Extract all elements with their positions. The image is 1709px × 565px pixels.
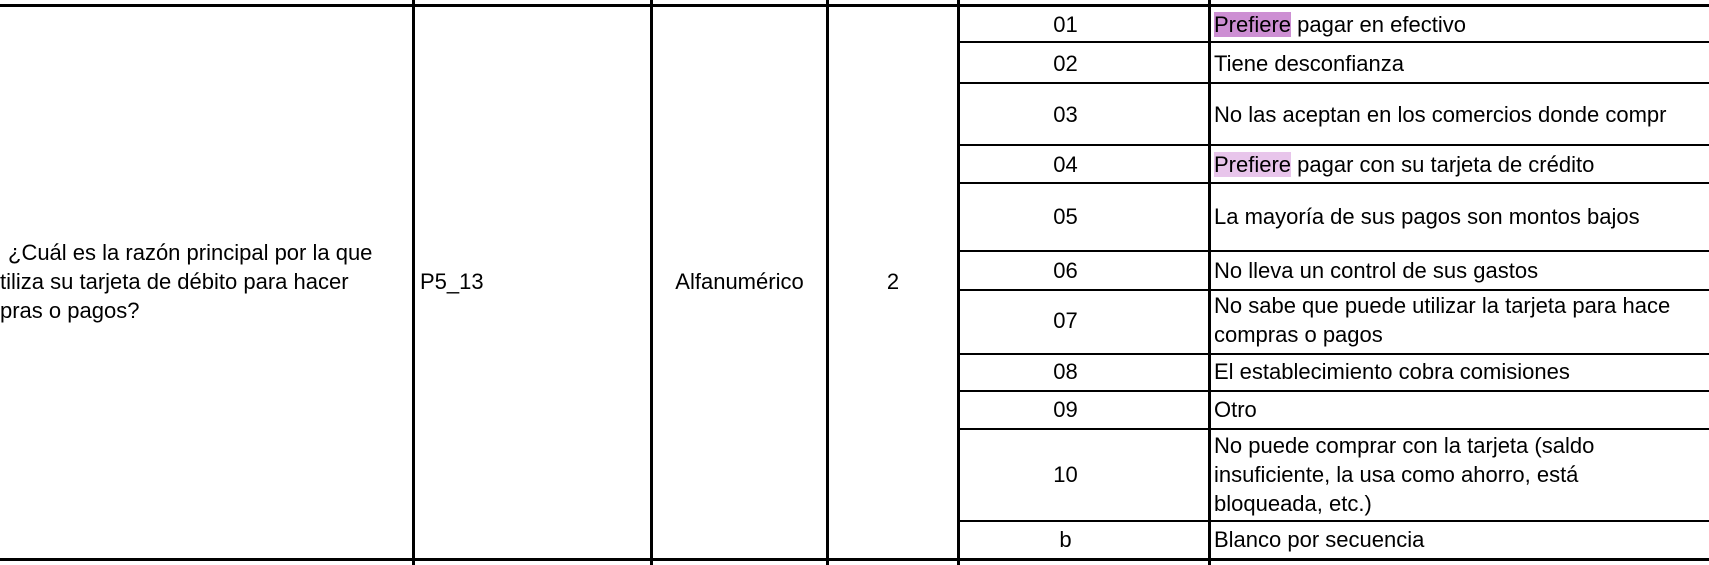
option-description: No las aceptan en los comercios donde compr — [1214, 102, 1667, 127]
option-text: pagar con su tarjeta de crédito — [1291, 152, 1595, 177]
option-code: 09 — [1053, 397, 1078, 422]
row-separator — [959, 41, 1709, 43]
option-code: 06 — [1053, 258, 1078, 283]
option-text-line: No sabe que puede utilizar la tarjeta para hace — [1214, 293, 1671, 318]
option-code: b — [1059, 527, 1072, 552]
option-description: Otro — [1214, 397, 1257, 422]
table-bottom-border — [0, 558, 1709, 561]
option-code: 05 — [1053, 204, 1078, 229]
option-description: El establecimiento cobra comisiones — [1214, 359, 1570, 384]
row-separator — [959, 250, 1709, 252]
option-description: La mayoría de sus pagos son montos bajos — [1214, 204, 1640, 229]
option-code: 07 — [1053, 308, 1078, 333]
option-code: 03 — [1053, 102, 1078, 127]
option-description — [1214, 150, 1709, 179]
option-text-line: compras o pagos — [1214, 322, 1383, 347]
column-border — [1208, 0, 1211, 565]
row-separator — [959, 144, 1709, 146]
row-separator — [959, 82, 1709, 84]
question-text — [0, 238, 412, 328]
option-code: 10 — [1053, 462, 1078, 487]
option-text-line: insuficiente, la usa como ahorro, está — [1214, 462, 1579, 487]
option-description: Blanco por secuencia — [1214, 527, 1425, 552]
variable-name: P5_13 — [420, 269, 484, 294]
row-separator — [959, 182, 1709, 184]
highlighted-word: Prefiere — [1214, 152, 1292, 177]
option-description: No lleva un control de sus gastos — [1214, 258, 1539, 283]
variable-length: 2 — [886, 269, 900, 294]
option-code: 02 — [1053, 51, 1078, 76]
row-separator — [959, 353, 1709, 355]
option-code: 08 — [1053, 359, 1078, 384]
table-top-border — [0, 4, 1709, 7]
row-separator — [959, 390, 1709, 392]
option-description — [1214, 291, 1709, 349]
column-border — [957, 0, 960, 565]
question-line: ¿Cuál es la razón principal por la que — [8, 240, 373, 265]
question-line: tiliza su tarjeta de débito para hacer — [0, 269, 349, 294]
column-border — [412, 0, 415, 565]
option-text-line: bloqueada, etc.) — [1214, 491, 1372, 516]
option-description: Tiene desconfianza — [1214, 51, 1404, 76]
option-code: 04 — [1053, 152, 1078, 177]
variable-type: Alfanumérico — [675, 269, 804, 294]
option-description — [1214, 431, 1709, 518]
option-text: pagar en efectivo — [1291, 12, 1466, 37]
row-separator — [959, 520, 1709, 522]
option-text-line: No puede comprar con la tarjeta (saldo — [1214, 433, 1595, 458]
question-line: pras o pagos? — [0, 298, 140, 323]
option-code: 01 — [1053, 12, 1078, 37]
highlighted-word: Prefiere — [1214, 12, 1292, 37]
option-description — [1214, 10, 1709, 39]
row-separator — [959, 428, 1709, 430]
